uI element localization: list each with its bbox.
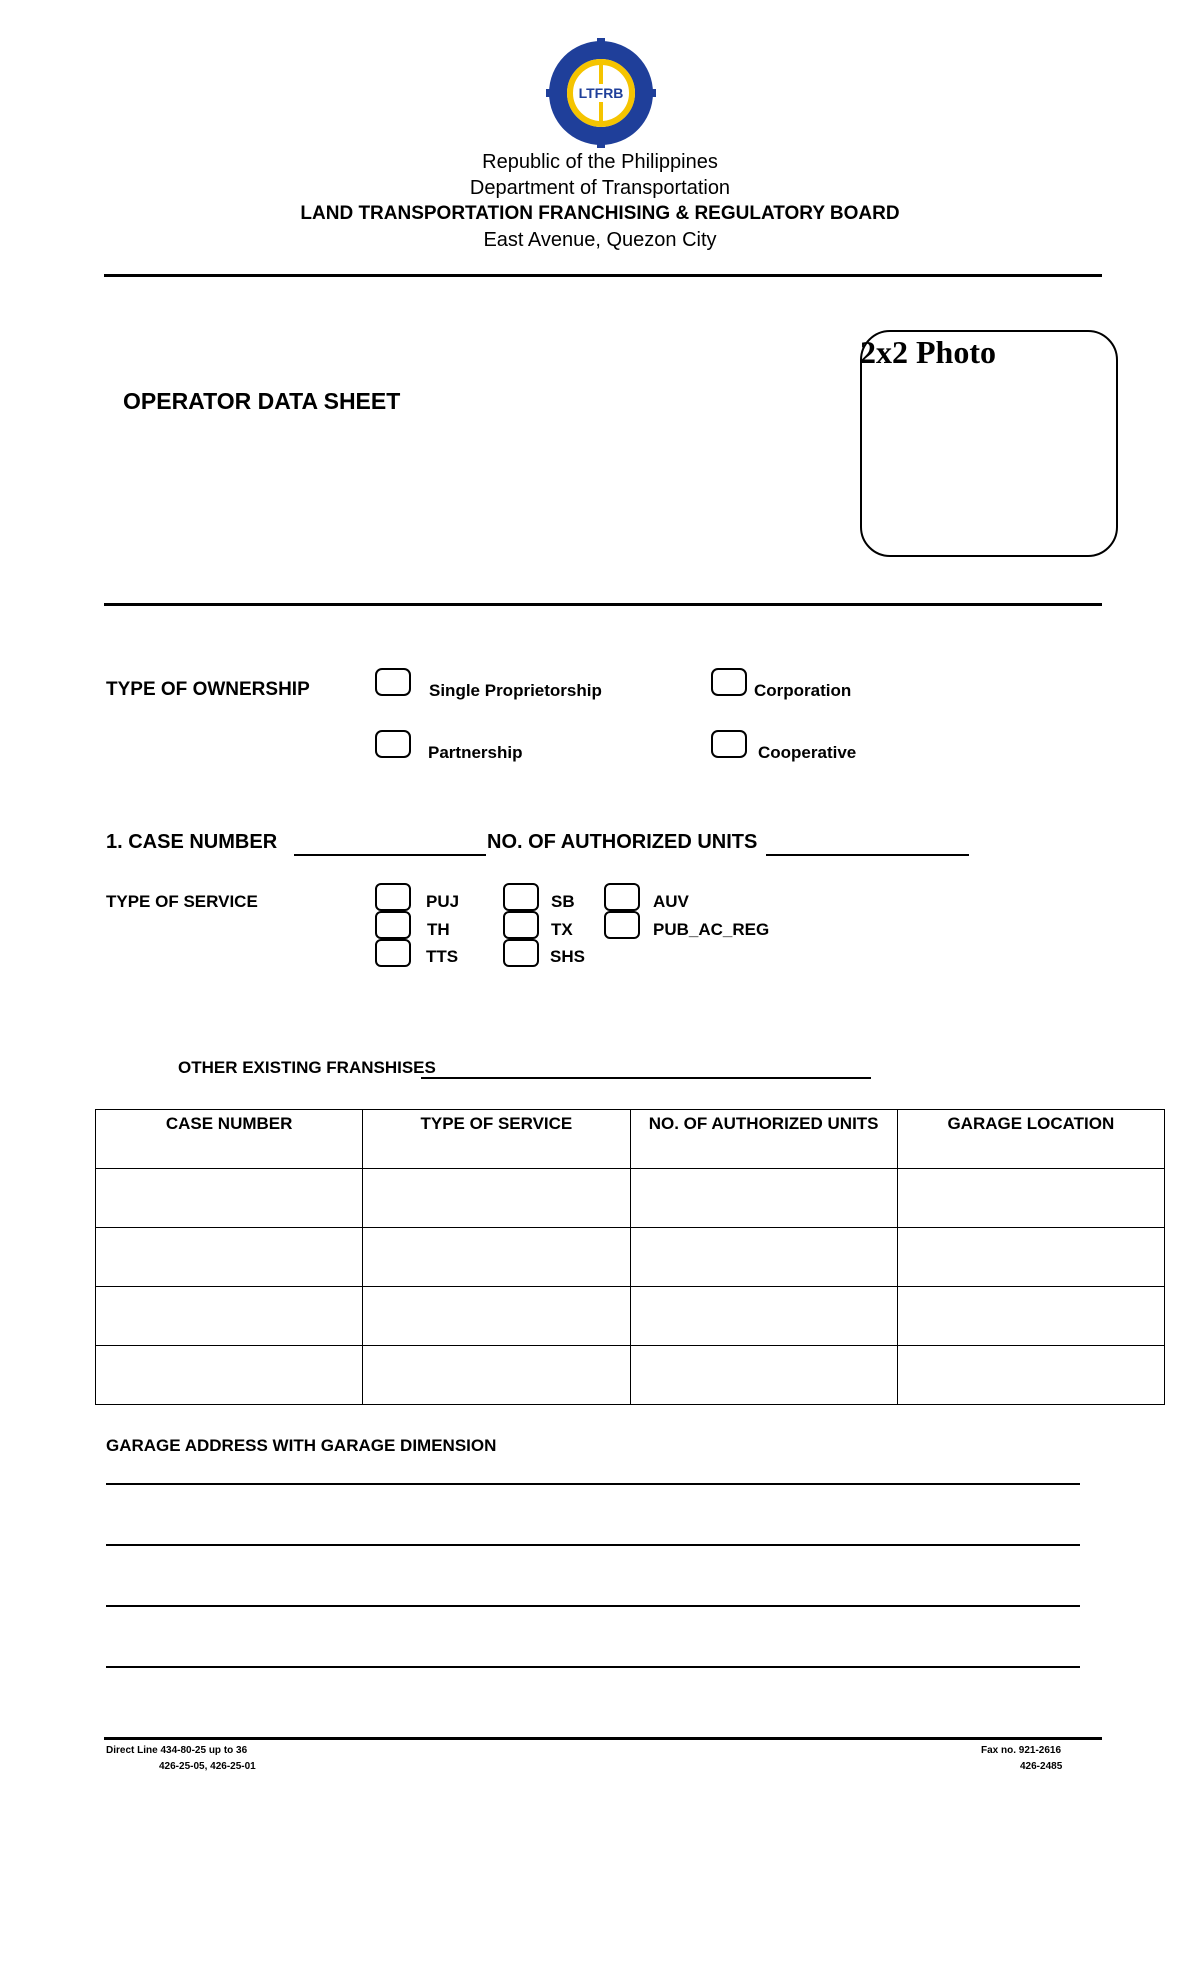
- option-cooperative: Cooperative: [758, 743, 857, 762]
- col-authorized-units: NO. OF AUTHORIZED UNITS: [630, 1110, 897, 1169]
- option-shs: SHS: [550, 947, 585, 966]
- footer-fax-2: 426-2485: [1020, 1761, 1063, 1772]
- option-sb: SB: [551, 892, 575, 911]
- checkbox-single-proprietorship[interactable]: [375, 668, 411, 696]
- photo-label: 2x2 Photo: [860, 334, 996, 370]
- footer-fax: Fax no. 921-2616: [981, 1745, 1062, 1756]
- authorized-units-label: NO. OF AUTHORIZED UNITS: [487, 831, 758, 853]
- table-cell[interactable]: [897, 1228, 1164, 1287]
- option-auv: AUV: [653, 892, 689, 911]
- table-cell[interactable]: [96, 1346, 363, 1405]
- case-number-field[interactable]: [294, 854, 486, 856]
- table-cell[interactable]: [96, 1287, 363, 1346]
- checkbox-cooperative[interactable]: [711, 730, 747, 758]
- table-cell[interactable]: [363, 1346, 630, 1405]
- table-cell[interactable]: [630, 1346, 897, 1405]
- table-row: [96, 1228, 1165, 1287]
- option-tx: TX: [551, 920, 573, 939]
- checkbox-shs[interactable]: [503, 939, 539, 967]
- franchise-table: [95, 1109, 1165, 1405]
- header-address: East Avenue, Quezon City: [483, 229, 717, 251]
- table-cell[interactable]: [897, 1346, 1164, 1405]
- service-label: TYPE OF SERVICE: [106, 892, 258, 911]
- col-case-number: CASE NUMBER: [96, 1110, 363, 1169]
- checkbox-corporation[interactable]: [711, 668, 747, 696]
- footer-divider: [104, 1737, 1102, 1740]
- table-cell[interactable]: [897, 1287, 1164, 1346]
- checkbox-partnership[interactable]: [375, 730, 411, 758]
- checkbox-th[interactable]: [375, 911, 411, 939]
- option-pub-ac-reg: PUB_AC_REG: [653, 920, 770, 939]
- footer-direct-line-2: 426-25-05, 426-25-01: [159, 1761, 256, 1772]
- checkbox-tx[interactable]: [503, 911, 539, 939]
- table-row: [96, 1346, 1165, 1405]
- header-agency: LAND TRANSPORTATION FRANCHISING & REGULATORY BOARD: [300, 203, 900, 224]
- option-single-proprietorship: Single Proprietorship: [429, 681, 602, 700]
- garage-address-line-3[interactable]: [106, 1605, 1080, 1607]
- checkbox-sb[interactable]: [503, 883, 539, 911]
- table-cell[interactable]: [363, 1169, 630, 1228]
- header-department: Department of Transportation: [469, 177, 731, 199]
- logo-text: LTFRB: [578, 85, 624, 101]
- checkbox-pub-ac-reg[interactable]: [604, 911, 640, 939]
- table-cell[interactable]: [363, 1228, 630, 1287]
- table-cell[interactable]: [630, 1228, 897, 1287]
- checkbox-auv[interactable]: [604, 883, 640, 911]
- table-row: [96, 1169, 1165, 1228]
- checkbox-puj[interactable]: [375, 883, 411, 911]
- garage-address-line-1[interactable]: [106, 1483, 1080, 1485]
- page-title: OPERATOR DATA SHEET: [123, 388, 401, 414]
- title-divider: [104, 603, 1102, 606]
- other-franchises-field[interactable]: [421, 1077, 871, 1079]
- table-cell[interactable]: [363, 1287, 630, 1346]
- option-partnership: Partnership: [428, 743, 523, 762]
- option-corporation: Corporation: [754, 681, 852, 700]
- table-cell[interactable]: [630, 1287, 897, 1346]
- table-cell[interactable]: [96, 1169, 363, 1228]
- authorized-units-field[interactable]: [766, 854, 969, 856]
- checkbox-tts[interactable]: [375, 939, 411, 967]
- ltfrb-logo: [546, 38, 656, 148]
- table-row: [96, 1287, 1165, 1346]
- case-number-label: 1. CASE NUMBER: [106, 831, 278, 853]
- table-cell[interactable]: [630, 1169, 897, 1228]
- option-puj: PUJ: [426, 892, 460, 911]
- col-garage-location: GARAGE LOCATION: [897, 1110, 1164, 1169]
- table-header-row: [96, 1110, 1165, 1169]
- other-franchises-label: OTHER EXISTING FRANSHISES: [178, 1058, 436, 1077]
- garage-address-line-4[interactable]: [106, 1666, 1080, 1668]
- option-tts: TTS: [426, 947, 459, 966]
- garage-address-label: GARAGE ADDRESS WITH GARAGE DIMENSION: [106, 1436, 497, 1455]
- garage-address-line-2[interactable]: [106, 1544, 1080, 1546]
- footer-direct-line: Direct Line 434-80-25 up to 36: [106, 1745, 248, 1756]
- table-cell[interactable]: [897, 1169, 1164, 1228]
- header-divider: [104, 274, 1102, 277]
- option-th: TH: [427, 920, 450, 939]
- col-type-of-service: TYPE OF SERVICE: [363, 1110, 630, 1169]
- table-cell[interactable]: [96, 1228, 363, 1287]
- ownership-label: TYPE OF OWNERSHIP: [106, 679, 310, 700]
- header-republic: Republic of the Philippines: [482, 151, 718, 173]
